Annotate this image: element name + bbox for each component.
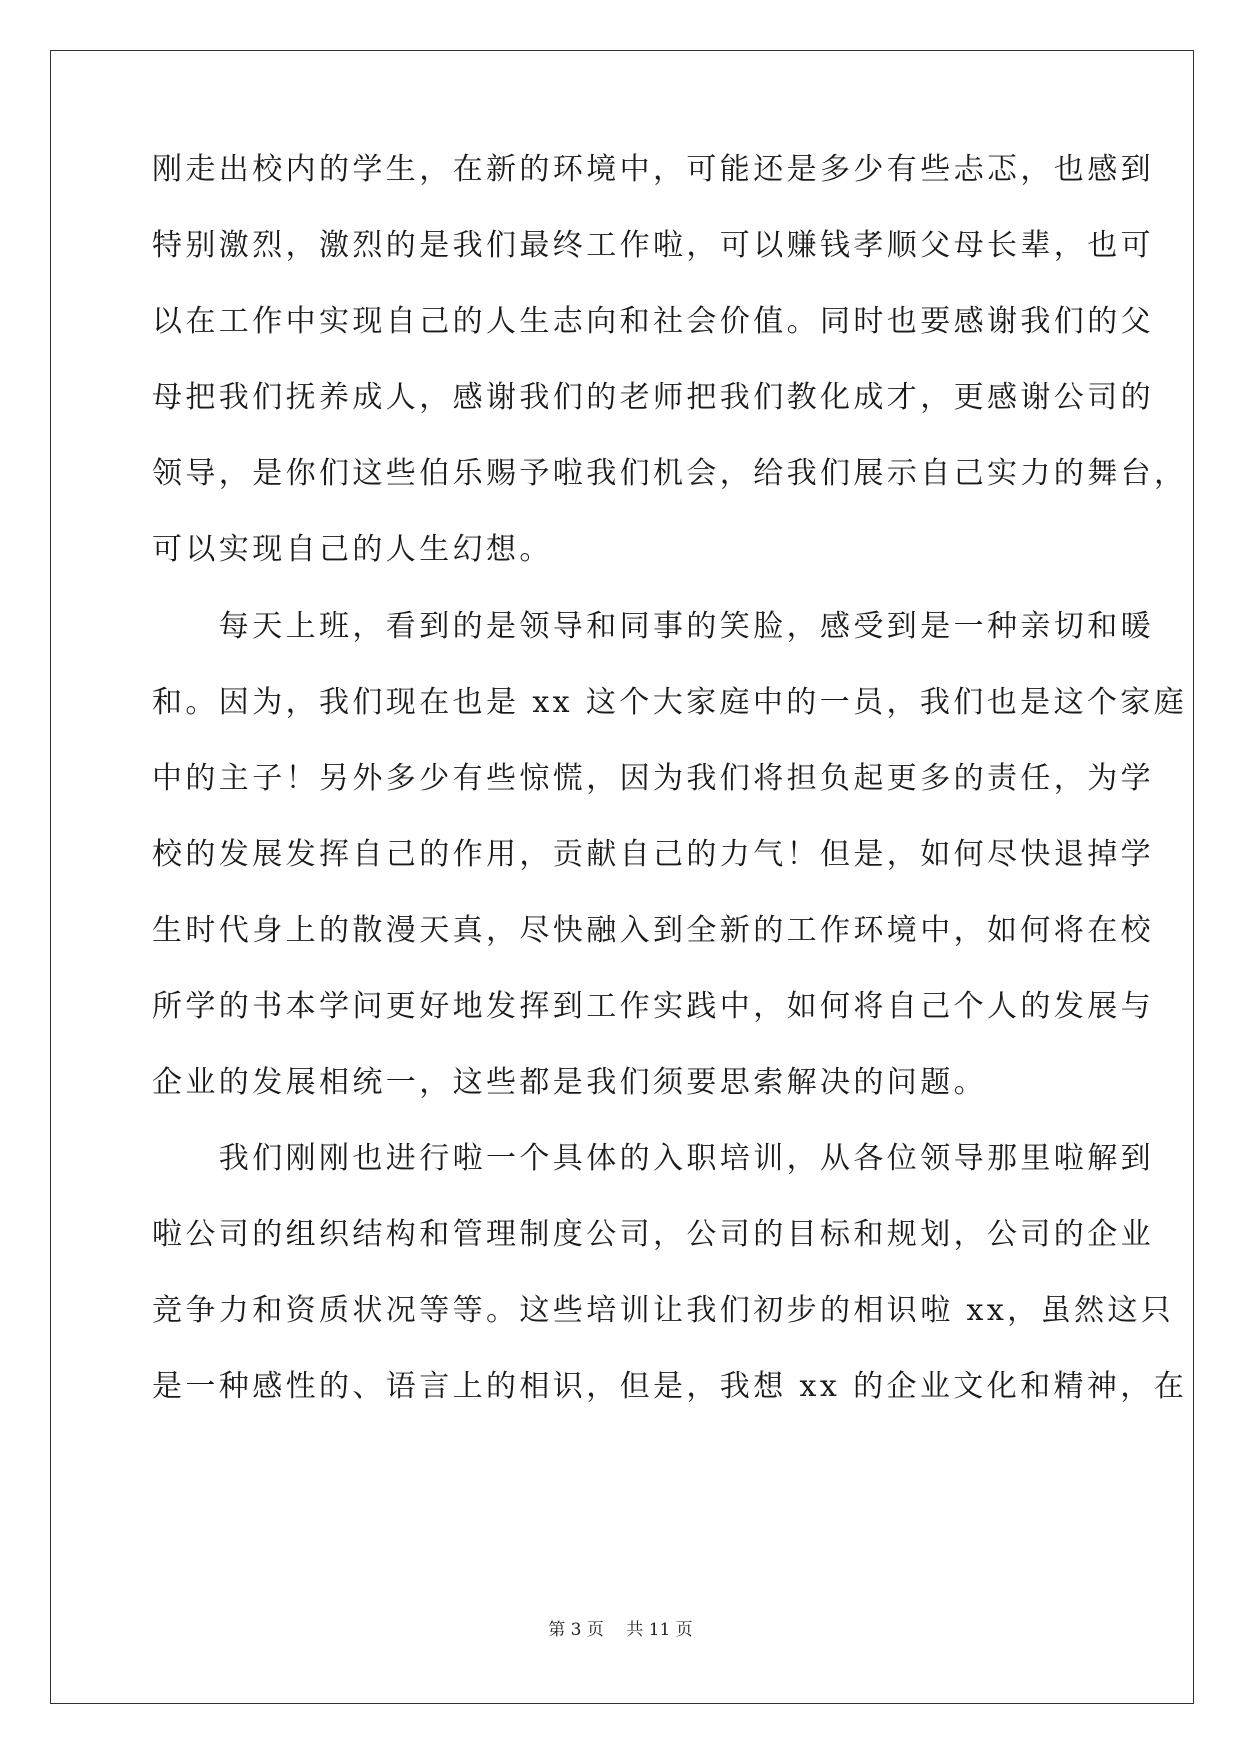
text-line: 每天上班，看到的是领导和同事的笑脸，感受到是一种亲切和暖 <box>152 609 1154 644</box>
text-line: 生时代身上的散漫天真，尽快融入到全新的工作环境中，如何将在校 <box>152 913 1154 948</box>
text-line: 特别激烈，激烈的是我们最终工作啦，可以赚钱孝顺父母长辈，也可 <box>152 228 1154 263</box>
text-line: 我们刚刚也进行啦一个具体的入职培训，从各位领导那里啦解到 <box>152 1141 1154 1176</box>
text-line: 所学的书本学问更好地发挥到工作实践中，如何将自己个人的发展与 <box>152 989 1154 1024</box>
text-line: 刚走出校内的学生，在新的环境中，可能还是多少有些忐忑，也感到 <box>152 152 1154 187</box>
text-line: 以在工作中实现自己的人生志向和社会价值。同时也要感谢我们的父 <box>152 304 1154 339</box>
page-number-footer: 第 3 页 共 11 页 <box>548 1620 693 1640</box>
text-line: 可以实现自己的人生幻想。 <box>152 532 553 567</box>
page-border <box>50 50 1194 1704</box>
text-line: 中的主子！另外多少有些惊慌，因为我们将担负起更多的责任，为学 <box>152 761 1154 796</box>
text-line: 啦公司的组织结构和管理制度公司，公司的目标和规划，公司的企业 <box>152 1217 1154 1252</box>
text-line: 是一种感性的、语言上的相识，但是，我想 xx 的企业文化和精神，在 <box>152 1369 1188 1404</box>
text-line: 校的发展发挥自己的作用，贡献自己的力气！但是，如何尽快退掉学 <box>152 837 1154 872</box>
text-line: 母把我们抚养成人，感谢我们的老师把我们教化成才，更感谢公司的 <box>152 380 1154 415</box>
text-line: 和。因为，我们现在也是 xx 这个大家庭中的一员，我们也是这个家庭 <box>152 685 1188 720</box>
text-line: 企业的发展相统一，这些都是我们须要思索解决的问题。 <box>152 1065 987 1100</box>
text-line: 领导，是你们这些伯乐赐予啦我们机会，给我们展示自己实力的舞台， <box>152 456 1188 491</box>
text-line: 竞争力和资质状况等等。这些培训让我们初步的相识啦 xx，虽然这只 <box>152 1293 1175 1328</box>
